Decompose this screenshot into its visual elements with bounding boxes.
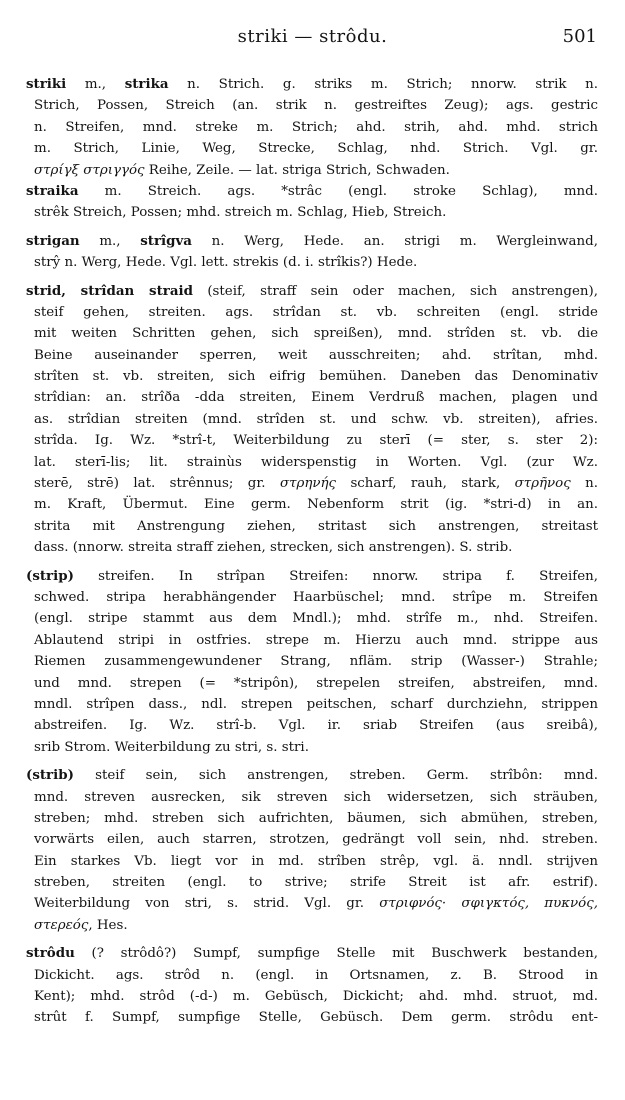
entry-text: streben; mhd. streben sich aufrichten, bäumen, sich abmühen, streben, (34, 810, 598, 826)
entry-line (26, 231, 598, 252)
entry-line (26, 915, 598, 936)
entry-line (26, 851, 598, 872)
entry-strib (26, 765, 598, 936)
entry-text: m. Streich. ags. *strâc (engl. stroke Schlag), mnd. (78, 183, 598, 199)
entry-line (26, 516, 598, 537)
entry-text: Ablautend stripi in ostfries. strepe m. Hierzu auch mnd. strippe aus (34, 632, 598, 648)
headword: strôdu (26, 945, 75, 962)
entry-text: as. strîdian streiten (mnd. strîden st. und schw. vb. streiten), afries. (34, 411, 598, 427)
entry-text: strîten st. vb. streiten, sich eifrig bemühen. Daneben das Denominativ (34, 369, 598, 385)
entry-line (26, 281, 598, 302)
entry-line (26, 409, 598, 430)
entry-line (26, 765, 598, 786)
entry-text: scharf, rauh, stark, (336, 476, 515, 492)
entry-line (26, 117, 598, 138)
entry-text: Beine auseinander sperren, weit ausschreiten; ahd. strîtan, mhd. (34, 347, 598, 363)
entry-line (26, 566, 598, 587)
entry-line (26, 387, 598, 408)
entry-text: Riemen zusammengewundener Strang, nfläm. strip (Wasser-) Strahle; (34, 654, 598, 670)
entry-text: mndl. strîpen dass., ndl. strepen peitschen, scharf durchziehn, strippen (34, 696, 598, 712)
entry-line (26, 452, 598, 473)
entry-text: srib Strom. Weiterbildung zu stri, s. stri. (34, 739, 309, 755)
entry-line (26, 345, 598, 366)
entry-text: (steif, straff sein oder machen, sich anstrengen), (192, 283, 598, 299)
entry-text: m. Kraft, Übermut. Eine germ. Nebenform strit (ig. *stri-d) in an. (34, 497, 598, 513)
headword: straika (26, 182, 79, 199)
entry-text: vorwärts eilen, auch starren, strotzen, gedrängt voll sein, nhd. streben. (34, 832, 598, 848)
entry-line (26, 651, 598, 672)
entry-line (26, 630, 598, 651)
entry-text: n. Strich. g. striks m. Strich; nnorw. strik n. (168, 77, 598, 92)
entry-line (26, 74, 598, 95)
entry-line (26, 181, 598, 202)
entry-line (26, 160, 598, 181)
entry-strigan (26, 231, 598, 274)
entry-text: m. Strich, Linie, Weg, Strecke, Schlag, nhd. Strich. Vgl. gr. (34, 141, 598, 157)
entry-text: m., (66, 77, 125, 92)
entry-line (26, 366, 598, 387)
entry-text: n. Werg, Hede. an. strigi m. Wergleinwand, (191, 233, 598, 249)
entry-text: und mnd. strepen (= *stripôn), strepelen streifen, abstreifen, mnd. (34, 675, 598, 691)
entry-line (26, 986, 598, 1007)
entry-line (26, 473, 598, 494)
entry-text: sterē, strē) lat. strênnus; gr. (34, 476, 280, 492)
entry-text: (engl. stripe stammt aus dem Mndl.); mhd. strîfe m., nhd. Streifen. (34, 611, 598, 627)
headword: striki (26, 76, 67, 92)
entry-text: mit weiten Schritten gehen, sich spreißen), mnd. strîden st. vb. die (34, 326, 598, 342)
entry-text: Kent); mhd. strôd (-d-) m. Gebüsch, Dickicht; ahd. mhd. struot, md. (34, 989, 598, 1005)
entry-text: streben, streiten (engl. to strive; strife Streit ist afr. estrif). (34, 875, 598, 891)
entry-line (26, 808, 598, 829)
entry-text: Reihe, Zeile. — lat. striga Strich, Schwaden. (144, 162, 450, 178)
greek-text: στερεός (34, 917, 89, 933)
headword: (strip) (26, 567, 74, 584)
headword: strîgva (140, 232, 192, 249)
page-header (0, 26, 625, 52)
entry-text: strita mit Anstrengung ziehen, stritast sich anstrengen, streitast (34, 518, 598, 534)
entry-text: mnd. streven ausrecken, sik streven sich widersetzen, sich sträuben, (34, 789, 598, 805)
entry-text: streifen. In strîpan Streifen: nnorw. stripa f. Streifen, (73, 568, 598, 584)
entry-line (26, 494, 598, 515)
entry-text: m., (79, 233, 141, 249)
entry-line (26, 430, 598, 451)
greek-text: στριφνός· σφιγκτός, πυκνός, (379, 896, 598, 912)
entry-text: Dickicht. ags. strôd n. (engl. in Ortsnamen, z. B. Strood in (34, 967, 598, 983)
headword: strid, strîdan straid (26, 282, 193, 299)
entry-text: (? strôdô?) Sumpf, sumpfige Stelle mit Buschwerk bestanden, (74, 946, 598, 962)
entry-line (26, 694, 598, 715)
entry-text: lat. sterī-lis; lit. strainùs widerspenstig in Worten. Vgl. (zur Wz. (34, 454, 598, 470)
entry-line (26, 829, 598, 850)
entry-line (26, 323, 598, 344)
greek-text: στρίγξ στριγγός (34, 162, 145, 178)
entry-text: strîdian: an. strîða -dda streiten, Einem Verdruß machen, plagen und (34, 390, 598, 406)
entry-strip (26, 566, 598, 759)
entry-text: strŷ n. Werg, Hede. Vgl. lett. strekis (d. i. strîkis?) Hede. (34, 255, 418, 271)
entry-text: strût f. Sumpf, sumpfige Stelle, Gebüsch. Dem germ. strôdu ent- (34, 1010, 598, 1026)
headword: (strib) (26, 767, 74, 784)
entry-line (26, 673, 598, 694)
entry-text: strêk Streich, Possen; mhd. streich m. Schlag, Hieb, Streich. (34, 205, 447, 221)
entry-text: steif gehen, streiten. ags. strîdan st. vb. schreiten (engl. stride (34, 304, 598, 320)
entry-strodu (26, 943, 598, 1029)
entry-line (26, 943, 598, 964)
greek-text: στρῆνος (514, 476, 571, 492)
entry-text: Ein starkes Vb. liegt vor in md. strîben strêp, vgl. ä. nndl. strijven (34, 853, 598, 869)
entry-text: n. Streifen, mnd. streke m. Strich; ahd. strih, ahd. mhd. strich (34, 119, 598, 135)
greek-text: στρηνής (279, 476, 337, 492)
running-title: striki — strôdu. (237, 26, 388, 47)
entry-line (26, 302, 598, 323)
entry-line (26, 737, 598, 758)
entry-text: Strich, Possen, Streich (an. strik n. gestreiftes Zeug); ags. gestric (34, 98, 598, 114)
entry-line (26, 202, 598, 223)
entry-line (26, 95, 598, 116)
dictionary-entries (26, 74, 598, 1036)
entry-line (26, 587, 598, 608)
entry-line (26, 1007, 598, 1028)
entry-strid (26, 281, 598, 559)
entry-line (26, 608, 598, 629)
entry-line (26, 872, 598, 893)
headword: strika (124, 76, 169, 92)
entry-text: schwed. stripa herabhängender Haarbüschel; mnd. strîpe m. Streifen (34, 589, 598, 605)
entry-line (26, 893, 598, 914)
entry-text: Weiterbildung von stri, s. strid. Vgl. gr. (34, 896, 380, 912)
entry-line (26, 787, 598, 808)
entry-line (26, 537, 598, 558)
entry-text: abstreifen. Ig. Wz. strî-b. Vgl. ir. sriab Streifen (aus sreibâ), (34, 718, 598, 734)
entry-striki (26, 74, 598, 224)
entry-text: , Hes. (88, 917, 128, 933)
entry-text: n. (570, 476, 598, 492)
entry-text: strîda. Ig. Wz. *strî-t, Weiterbildung zu sterī (= ster, s. ster 2): (34, 433, 598, 449)
entry-line (26, 138, 598, 159)
page-number: 501 (562, 26, 597, 47)
entry-text: dass. (nnorw. streita straff ziehen, strecken, sich anstrengen). S. strib. (34, 540, 513, 556)
entry-line (26, 965, 598, 986)
headword: strigan (26, 232, 80, 249)
entry-text: steif sein, sich anstrengen, streben. Germ. strîbôn: mnd. (73, 768, 598, 784)
entry-line (26, 252, 598, 273)
entry-line (26, 715, 598, 736)
